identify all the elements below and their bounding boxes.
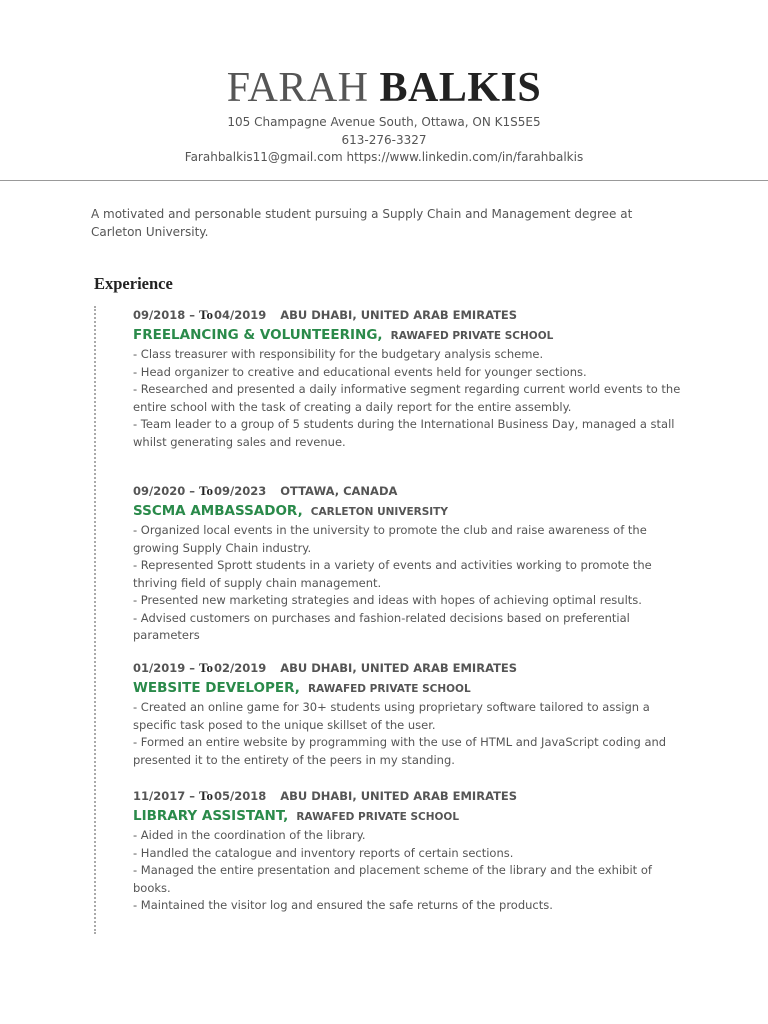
bullet-item: - Represented Sprott students in a variety of events and activities working to promote the thriving field of supply chain management. bbox=[133, 558, 652, 590]
entry-bullets bbox=[133, 346, 693, 451]
entry-bullets bbox=[133, 827, 693, 915]
bullet-item: - Handled the catalogue and inventory reports of certain sections. bbox=[133, 845, 514, 860]
role-title: LIBRARY ASSISTANT, bbox=[133, 808, 289, 824]
bullet-item: - Team leader to a group of 5 students during the International Business Day, managed a stall whilst generating sales and revenue. bbox=[133, 417, 675, 449]
entry-dates bbox=[133, 787, 693, 805]
bullet-item: - Managed the entire presentation and placement scheme of the library and the exhibit of books. bbox=[133, 863, 652, 895]
address: 105 Champagne Avenue South, Ottawa, ON K1S5E5 bbox=[227, 115, 541, 129]
entry-dates bbox=[133, 306, 693, 324]
resume-header bbox=[0, 62, 768, 167]
bullet-item: - Organized local events in the university to promote the club and raise awareness of the growing Supply Chain industry. bbox=[133, 523, 647, 555]
end-date: 04/2019 bbox=[213, 308, 267, 322]
summary: A motivated and personable student pursuing a Supply Chain and Management degree at Carleton University. bbox=[91, 207, 633, 239]
entry-location: ABU DHABI, UNITED ARAB EMIRATES bbox=[280, 661, 518, 675]
entry-role bbox=[133, 500, 693, 522]
organization: CARLETON UNIVERSITY bbox=[310, 506, 448, 518]
bullet-item: - Advised customers on purchases and fashion-related decisions based on preferential parameters bbox=[133, 610, 630, 642]
entry-dates bbox=[133, 659, 693, 677]
entry-bullets bbox=[133, 699, 693, 769]
entry-dates bbox=[133, 482, 693, 500]
entry-location: ABU DHABI, UNITED ARAB EMIRATES bbox=[280, 308, 518, 322]
experience-entry bbox=[133, 787, 693, 915]
contact-links bbox=[0, 149, 768, 167]
entry-bullets bbox=[133, 522, 693, 645]
bullet-item: - Class treasurer with responsibility for the budgetary analysis scheme. bbox=[133, 347, 544, 361]
bullet-item: - Formed an entire website by programming with the use of HTML and JavaScript coding and presented it to the entirety of the peers in my standing. bbox=[133, 735, 667, 767]
entry-location: ABU DHABI, UNITED ARAB EMIRATES bbox=[280, 789, 518, 803]
candidate-name bbox=[0, 62, 768, 114]
linkedin-link[interactable]: https://www.linkedin.com/in/farahbalkis bbox=[346, 150, 584, 164]
section-title-experience: Experience bbox=[94, 274, 173, 293]
experience-entry bbox=[133, 306, 693, 451]
entry-role bbox=[133, 677, 693, 699]
bullet-item: - Aided in the coordination of the library. bbox=[133, 828, 366, 842]
bullet-item: - Presented new marketing strategies and ideas with hopes of achieving optimal results. bbox=[133, 593, 642, 607]
end-date: 05/2018 bbox=[213, 789, 267, 803]
entry-role bbox=[133, 805, 693, 827]
entry-location: OTTAWA, CANADA bbox=[280, 484, 398, 498]
entry-role bbox=[133, 324, 693, 346]
timeline-line bbox=[94, 306, 96, 934]
experience-entry bbox=[133, 659, 693, 769]
to-label: To bbox=[198, 307, 213, 322]
header-divider bbox=[0, 180, 768, 181]
bullet-item: - Created an online game for 30+ students using proprietary software tailored to assign a specific task posed to the unique skillset of the user. bbox=[133, 700, 650, 732]
last-name: BALKIS bbox=[379, 65, 542, 111]
role-title: WEBSITE DEVELOPER, bbox=[133, 680, 300, 696]
role-title: FREELANCING & VOLUNTEERING, bbox=[133, 327, 383, 343]
email-link[interactable]: Farahbalkis11@gmail.com bbox=[184, 150, 343, 164]
first-name: FARAH bbox=[226, 65, 369, 111]
to-label: To bbox=[198, 483, 213, 498]
start-date: 09/2018 – bbox=[133, 308, 195, 322]
to-label: To bbox=[198, 788, 213, 803]
end-date: 09/2023 bbox=[213, 484, 267, 498]
start-date: 11/2017 – bbox=[133, 789, 195, 803]
end-date: 02/2019 bbox=[213, 661, 267, 675]
bullet-item: - Head organizer to creative and educational events held for younger sections. bbox=[133, 364, 587, 379]
role-title: SSCMA AMBASSADOR, bbox=[133, 503, 303, 519]
start-date: 01/2019 – bbox=[133, 661, 195, 675]
bullet-item: - Researched and presented a daily informative segment regarding current world events to the entire school with the task of creating a daily report for the entire assembly. bbox=[133, 382, 681, 414]
organization: RAWAFED PRIVATE SCHOOL bbox=[296, 811, 460, 823]
organization: RAWAFED PRIVATE SCHOOL bbox=[307, 683, 471, 695]
to-label: To bbox=[198, 660, 213, 675]
start-date: 09/2020 – bbox=[133, 484, 195, 498]
bullet-item: - Maintained the visitor log and ensured the safe returns of the products. bbox=[133, 898, 553, 912]
organization: RAWAFED PRIVATE SCHOOL bbox=[390, 330, 554, 342]
experience-entry bbox=[133, 482, 693, 645]
phone: 613-276-3327 bbox=[341, 132, 427, 147]
